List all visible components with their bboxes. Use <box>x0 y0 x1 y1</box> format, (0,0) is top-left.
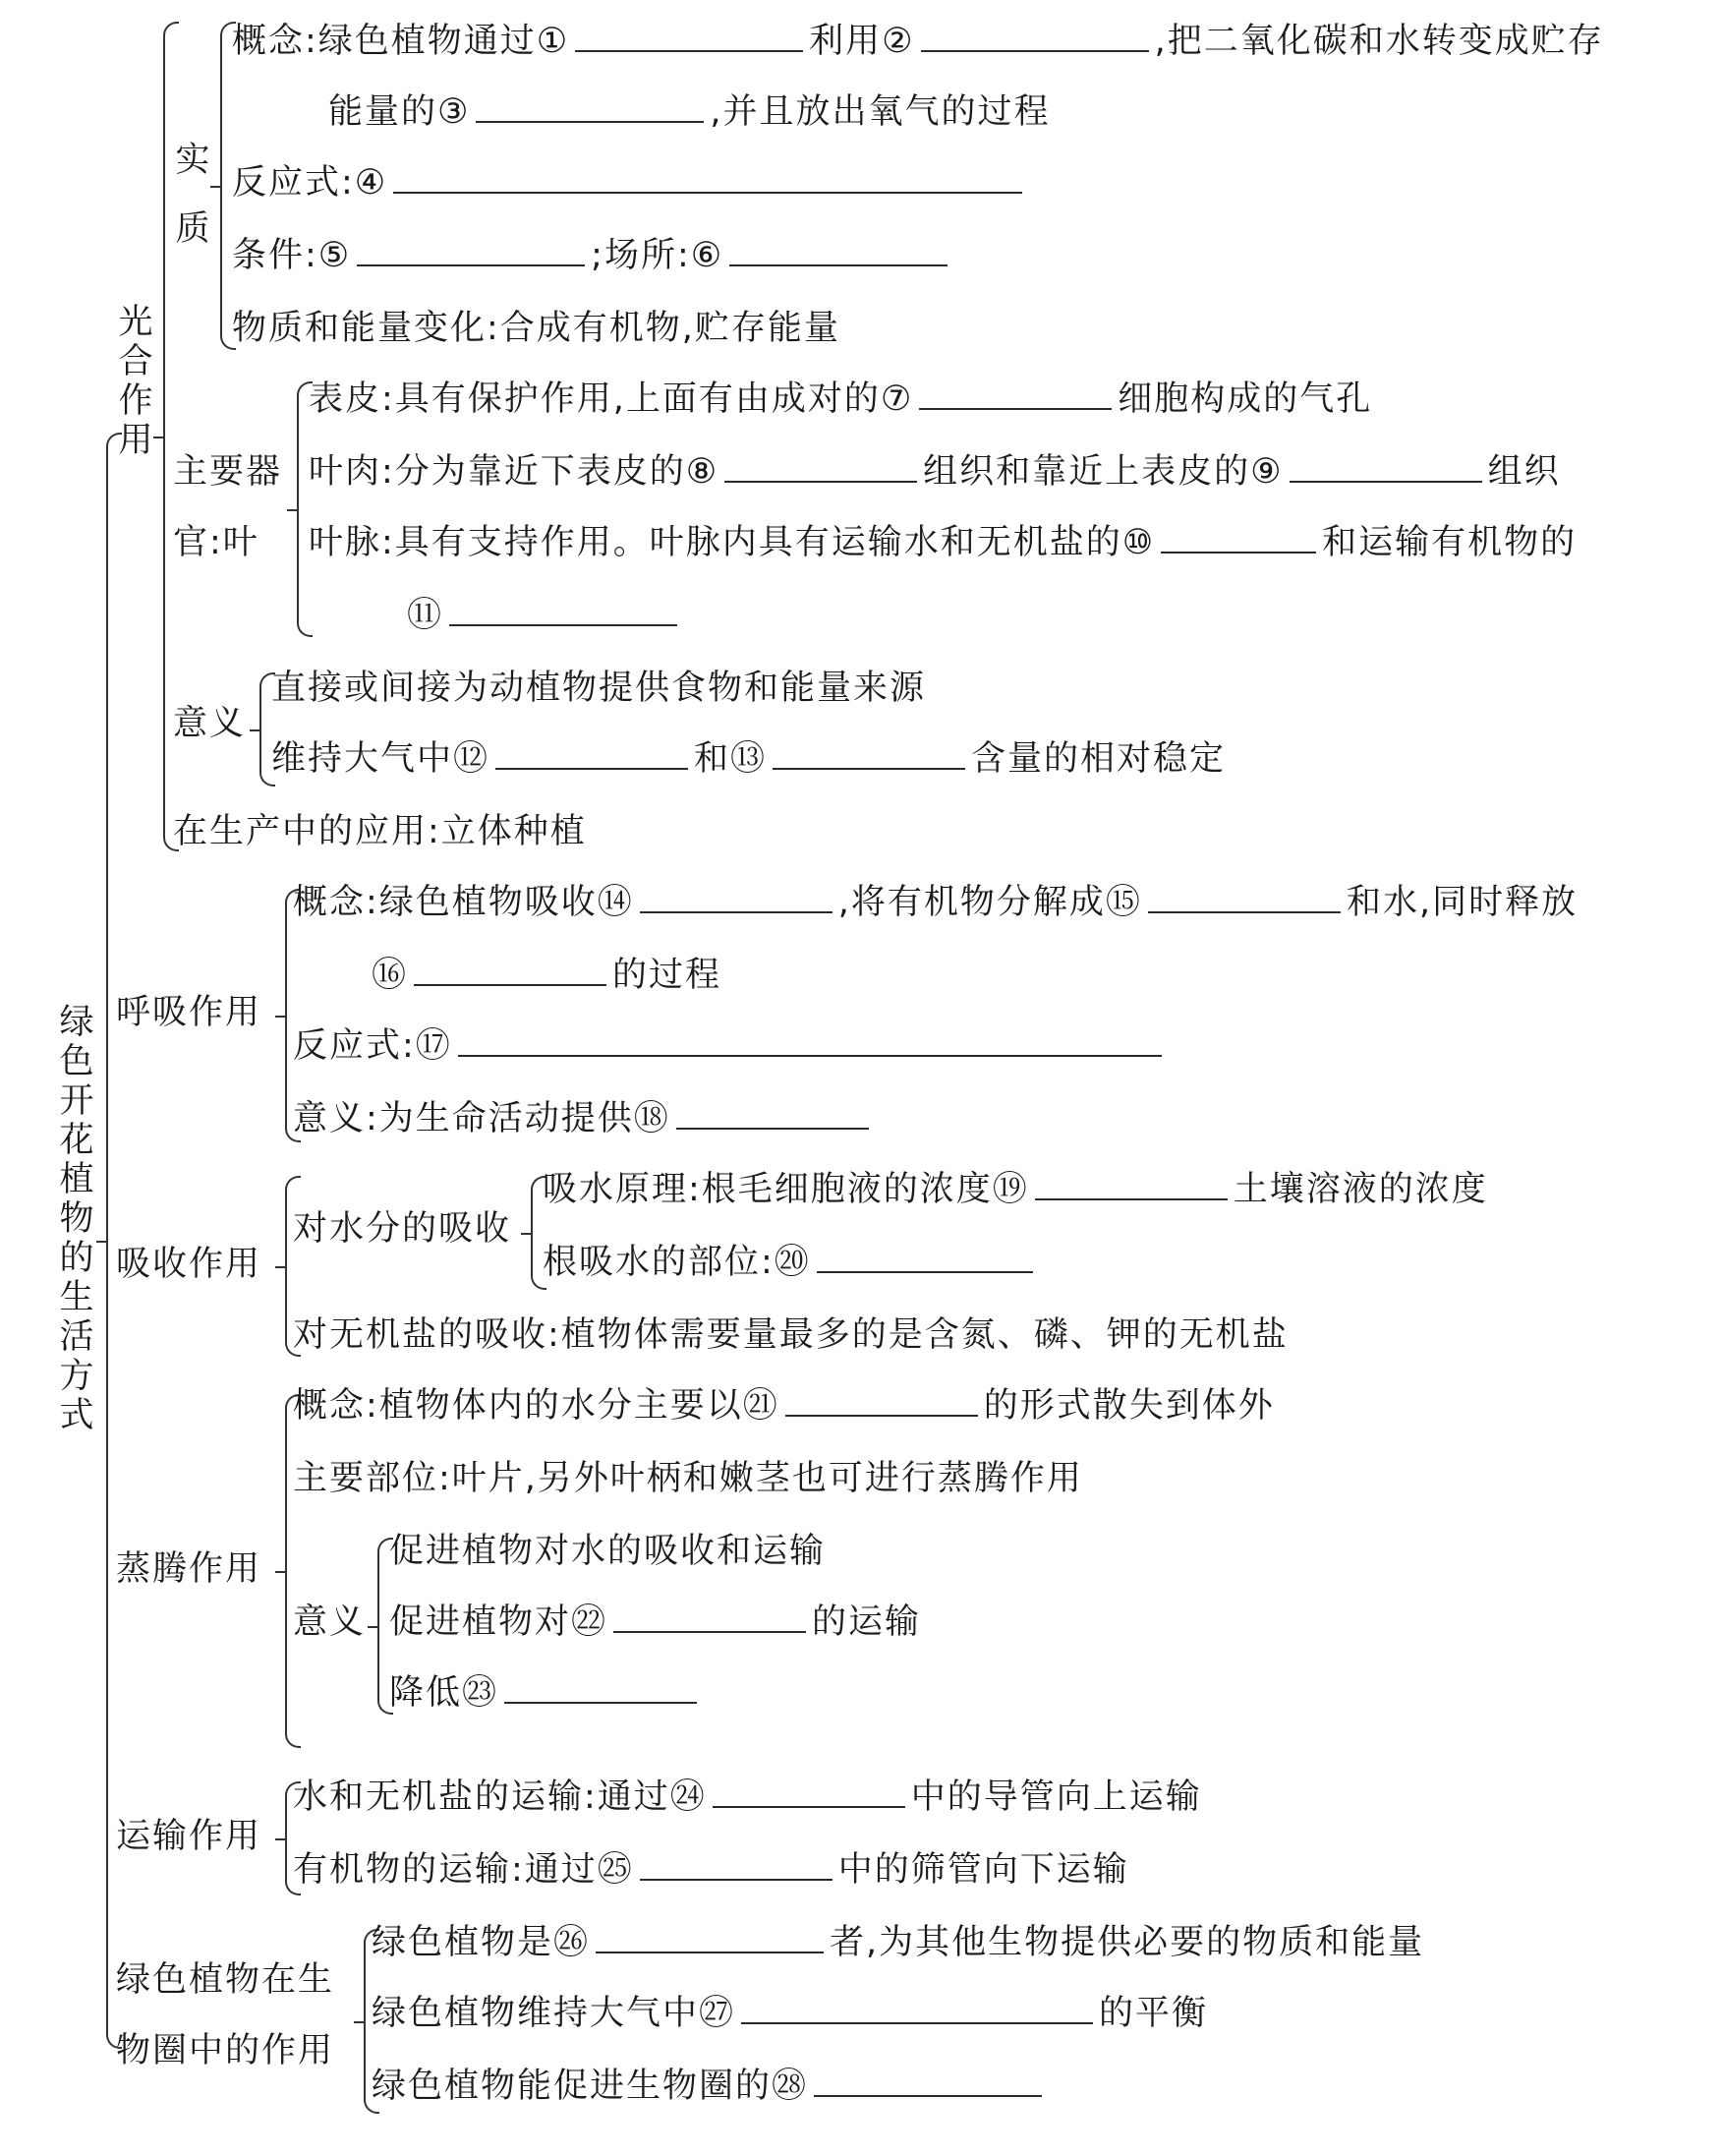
blank-21[interactable] <box>785 1385 978 1417</box>
blank-20[interactable] <box>817 1242 1033 1273</box>
role-r3: 绿色植物能促进生物圈的㉘ <box>372 2065 1048 2108</box>
blank-24[interactable] <box>713 1777 905 1808</box>
ps-epidermis: 表皮:具有保护作用,上面有由成对的⑦ 细胞构成的气孔 <box>309 379 1373 419</box>
blank-26[interactable] <box>596 1922 824 1953</box>
transport-title: 运输作用 <box>116 1817 262 1856</box>
transpiration-brace <box>285 1394 301 1748</box>
ps-mesophyll: 叶肉:分为靠近下表皮的⑧ 组织和靠近上表皮的⑨ 组织 <box>309 452 1561 492</box>
ps-vein: 叶脉:具有支持作用。叶脉内具有运输水和无机盐的⑩ 和运输有机物的 <box>309 523 1578 562</box>
photosynthesis-title: 光合作用 <box>118 303 153 460</box>
blank-7[interactable] <box>919 379 1112 410</box>
blank-18[interactable] <box>676 1098 869 1130</box>
absorption-title: 吸收作用 <box>116 1245 262 1284</box>
ps-meaning-label: 意义 <box>173 704 247 743</box>
root-title: 绿色开花植物的生活方式 <box>59 1003 94 1435</box>
blank-23[interactable] <box>504 1672 697 1704</box>
blank-10[interactable] <box>1161 522 1316 554</box>
role-r2: 绿色植物维持大气中㉗ 的平衡 <box>372 1994 1209 2033</box>
blank-25[interactable] <box>640 1849 833 1881</box>
root-brace <box>106 433 122 2049</box>
ps-application: 在生产中的应用:立体种植 <box>173 812 587 851</box>
blank-27[interactable] <box>741 1993 1093 2024</box>
ps-concept-cont: 能量的③ ,并且放出氧气的过程 <box>328 92 1051 132</box>
transp-m3: 降低㉓ <box>389 1671 703 1715</box>
blank-14[interactable] <box>640 882 833 913</box>
transp-meaning-label: 意义 <box>293 1602 367 1642</box>
ps-conditions: 条件:⑤ ;场所:⑥ <box>232 234 953 277</box>
transp-concept: 概念:植物体内的水分主要以㉑ 的形式散失到体外 <box>293 1386 1275 1426</box>
transport-organic: 有机物的运输:通过㉕ 中的筛管向下运输 <box>293 1850 1129 1890</box>
transport-water: 水和无机盐的运输:通过㉔ 中的导管向上运输 <box>293 1777 1202 1817</box>
resp-meaning: 意义:为生命活动提供⑱ <box>293 1097 875 1140</box>
ps-concept: 概念:绿色植物通过① 利用② ,把二氧化碳和水转变成贮存 <box>232 22 1604 61</box>
ps-equation: 反应式:④ <box>232 161 1028 204</box>
transp-site: 主要部位:叶片,另外叶柄和嫩茎也可进行蒸腾作用 <box>293 1459 1083 1498</box>
blank-19[interactable] <box>1035 1169 1228 1200</box>
blank-9[interactable] <box>1290 451 1482 483</box>
transp-m1: 促进植物对水的吸收和运输 <box>389 1532 827 1571</box>
blank-16[interactable] <box>414 955 606 986</box>
blank-6[interactable] <box>729 235 948 266</box>
absorb-site: 根吸水的部位:⑳ <box>543 1241 1039 1284</box>
blank-5[interactable] <box>357 235 585 266</box>
blank-22[interactable] <box>613 1602 806 1633</box>
blank-13[interactable] <box>773 738 965 770</box>
ps-meaning-1: 直接或间接为动植物提供食物和能量来源 <box>271 669 927 708</box>
role-r1: 绿色植物是㉖ 者,为其他生物提供必要的物质和能量 <box>372 1923 1425 1962</box>
resp-equation: 反应式:⑰ <box>293 1024 1168 1068</box>
essence-label: 实质 <box>175 141 210 249</box>
blank-28[interactable] <box>814 2066 1042 2097</box>
blank-3[interactable] <box>476 91 704 123</box>
ps-organ-1: 主要器 <box>173 452 283 492</box>
blank-11[interactable] <box>449 595 677 626</box>
blank-17[interactable] <box>458 1025 1162 1057</box>
transpiration-title: 蒸腾作用 <box>116 1549 262 1589</box>
ps-vein-cont: ⑪ <box>407 594 683 637</box>
blank-12[interactable] <box>495 738 688 770</box>
absorb-water-label: 对水分的吸收 <box>293 1209 512 1249</box>
resp-concept: 概念:绿色植物吸收⑭ ,将有机物分解成⑮ 和水,同时释放 <box>293 883 1579 922</box>
ps-matter: 物质和能量变化:合成有机物,贮存能量 <box>232 309 840 348</box>
transp-m2: 促进植物对㉒ 的运输 <box>389 1602 922 1642</box>
blank-4[interactable] <box>393 162 1022 194</box>
resp-concept-cont: ⑯ 的过程 <box>372 956 722 995</box>
ps-meaning-2: 维持大气中⑫ 和⑬ 含量的相对稳定 <box>271 739 1227 779</box>
blank-8[interactable] <box>724 451 917 483</box>
role-title-1: 绿色植物在生 <box>116 1960 335 2000</box>
absorb-principle: 吸水原理:根毛细胞液的浓度⑲ 土壤溶液的浓度 <box>543 1170 1488 1209</box>
respiration-title: 呼吸作用 <box>116 993 262 1032</box>
role-title-2: 物圈中的作用 <box>116 2031 335 2070</box>
ps-organ-2: 官:叶 <box>173 523 259 562</box>
blank-1[interactable] <box>575 21 803 52</box>
absorb-mineral: 对无机盐的吸收:植物体需要量最多的是含氮、磷、钾的无机盐 <box>293 1315 1289 1355</box>
blank-2[interactable] <box>921 21 1149 52</box>
blank-15[interactable] <box>1148 882 1341 913</box>
